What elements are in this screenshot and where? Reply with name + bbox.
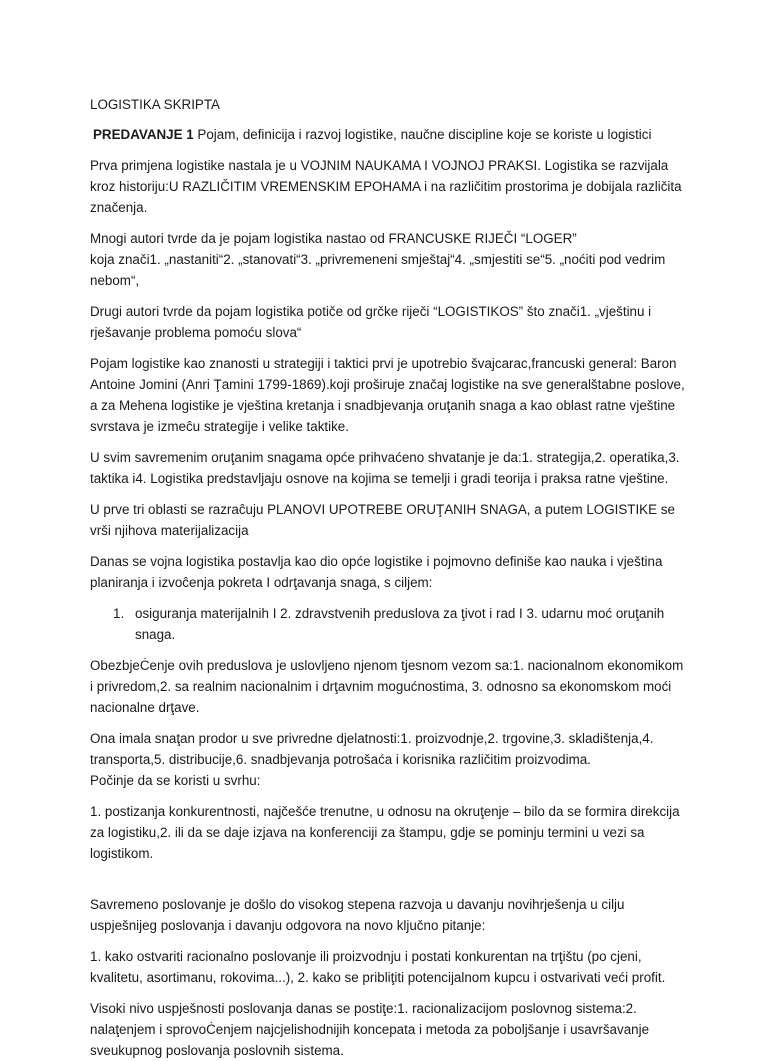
paragraph-first-use: Prva primjena logistike nastala je u VOJNIM NAUKAMA I VOJNOJ PRAKSI. Logistika se razvijala kroz historiju:U RAZLIČITIM VREMENSKIM EPOHAMA i na različitim prostorima je dobijala različita značenja. xyxy=(90,158,682,215)
paragraph-plans: U prve tri oblasti se razraĉuju PLANOVI UPOTREBE ORUŢANIH SNAGA, a putem LOGISTIKE se vrši njihova materijalizacija xyxy=(90,502,675,538)
lecture-label: PREDAVANJE 1 xyxy=(93,127,194,142)
paragraph-military-logistics: Danas se vojna logistika postavlja kao dio opće logistike i pojmovno definiše kao nauka i vještina planiranja i izvoĉenja pokreta I odrţavanja snaga, s ciljem: xyxy=(90,554,663,590)
paragraph-economic-activities: Ona imala snaţan prodor u sve privredne djelatnosti:1. proizvodnje,2. trgovine,3. skladištenja,4. transporta,5. distribucije,6. snadbjevanja potrošaća i korisnika različitim proizvodima. xyxy=(90,731,654,767)
paragraph-armed-forces: U svim savremenim oruţanim snagama opće prihvaćeno shvatanje je da:1. strategija,2. operatika,3. taktika i4. Logistika predstavljaju osnove na kojima se temelji i gradi teorija i praksa ratne vještine. xyxy=(90,450,680,486)
list-item xyxy=(90,603,688,645)
lecture-heading xyxy=(93,124,688,145)
paragraph-success-level: Visoki nivo uspješnosti poslovanja danas se postiţe:1. racionalizacijom poslovnog sistema:2. nalaţenjem i sprovoĊenjem najcjelishodnijih koncepata i metoda za poboljšanje i usavršavanje sveukupnog poslovanja poslovnih sistema. xyxy=(90,1001,650,1058)
paragraph-jomini: Pojam logistike kao znanosti u strategiji i taktici prvi je upotrebio švajcarac,francuski general: Baron Antoine Jomini (Anri Ţamini 1799-1869).koji proširuje značaj logistike na sve generalštabne poslove, a za Mehena logistike je vještina kretanja i snadbjevanja oruţanih snaga a kao oblast ratne vještine svrstava je izmeĉu strategije i velike taktike. xyxy=(90,356,685,434)
paragraph-competitiveness: 1. postizanja konkurentnosti, najčešće trenutne, u odnosu na okruţenje – bilo da se formira direkcija za logistiku,2. ili da se daje izjava na konferenciji za štampu, gdje se pominju termini u vezi sa logistikom. xyxy=(90,804,680,861)
lecture-topic: Pojam, definicija i razvoj logistike, naučne discipline koje se koriste u logistici xyxy=(193,127,652,142)
paragraph-rational-business: 1. kako ostvariti racionalno poslovanje ili proizvodnju i postati konkurentan na trţištu (po cjeni, kvalitetu, asortimanu, rokovima...), 2. kako se pribliţiti potencijalnom kupcu i ostvarivati veći profit. xyxy=(90,949,666,985)
list-item-number: 1. xyxy=(113,606,125,621)
numbered-list xyxy=(90,603,688,645)
document-title: LOGISTIKA SKRIPTA xyxy=(90,97,220,112)
paragraph-modern-business: Savremeno poslovanje je došlo do visokog stepena razvoja u davanju novihrješenja u cilju uspješnijeg poslovanja i davanju odgovora na novo ključno pitanje: xyxy=(90,897,625,933)
paragraph-purpose-intro: Počinje da se koristi u svrhu: xyxy=(90,773,261,788)
paragraph-french-origin: Mnogi autori tvrde da je pojam logistika nastao od FRANCUSKE RIJEČI “LOGER” koja znači1. „nastaniti“2. „stanovati“3. „privremeneni smještaj“4. „smjestiti se“5. „noćiti pod vedrim nebom“, xyxy=(90,231,666,288)
paragraph-greek-origin: Drugi autori tvrde da pojam logistika potiče od grčke riječi “LOGISTIKOS” što znači1. „vještinu i rješavanje problema pomoću slova“ xyxy=(90,304,652,340)
paragraph-preconditions: ObezbjeĊenje ovih preduslova je uslovljeno njenom tjesnom vezom sa:1. nacionalnom ekonomikom i privredom,2. sa realnim nacionalnim i drţavnim mogućnostima, 3. odnosno sa ekonomskom moći nacionalne drţave. xyxy=(90,658,684,715)
list-item-text: osiguranja materijalnih I 2. zdravstvenih preduslova za ţivot i rad I 3. udarnu moć oruţanih snaga. xyxy=(135,606,665,642)
